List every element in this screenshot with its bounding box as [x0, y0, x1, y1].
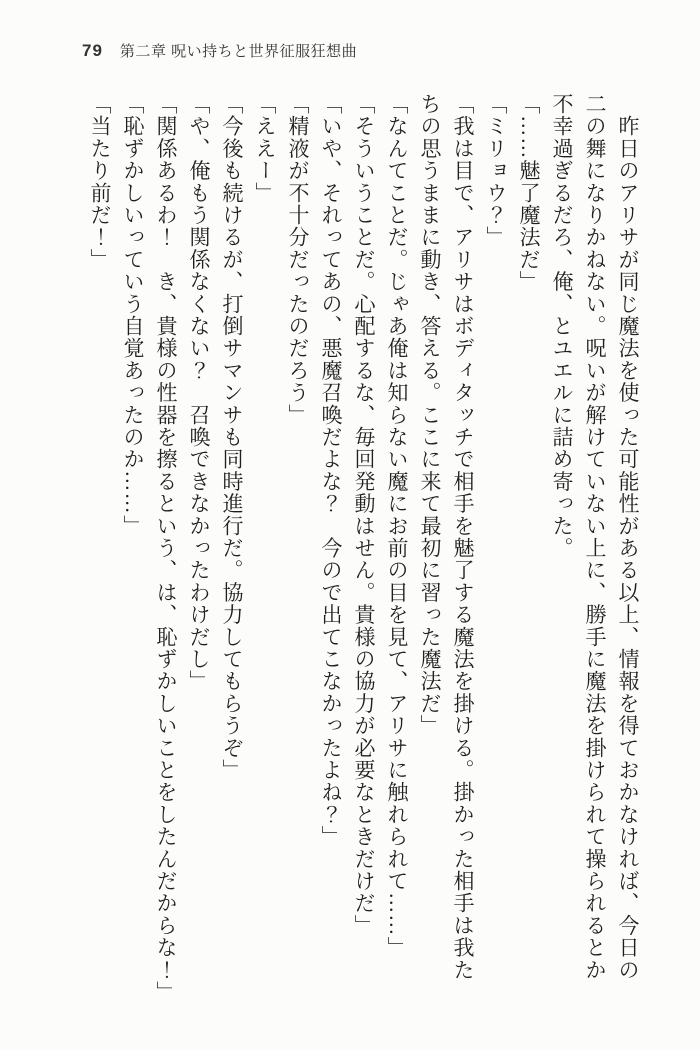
chapter-title: 第二章 呪い持ちと世界征服狂想曲: [119, 43, 358, 60]
text-column: 「そういうことだ。心配するな、毎回発動はせん。貴様の協力が必要なときだけだ」: [352, 93, 376, 937]
text-column: 不幸過ぎるだろ、俺、とユエルに詰め寄った。: [550, 93, 574, 560]
text-column: 昨日のアリサが同じ魔法を使った可能性がある以上、情報を得ておかなければ、今日の: [616, 93, 640, 981]
text-column: ちの思うままに動き、答える。ここに来て最初に習った魔法だ」: [418, 93, 442, 737]
text-column: 「いや、それってあの、悪魔召喚だよな？ 今ので出てこなかったよね？」: [319, 93, 343, 848]
text-column: 「や、俺もう関係なくない？ 召喚できなかったわけだし」: [187, 93, 211, 693]
text-column: 「ミリョウ？」: [484, 93, 508, 249]
text-column: 「我は目で、アリサはボディタッチで相手を魅了する魔法を掛ける。掛かった相手は我た: [451, 93, 475, 981]
vertical-text-block: [83, 93, 644, 1007]
text-column: 「今後も続けるが、打倒サマンサも同時進行だ。協力してもらうぞ」: [220, 93, 244, 782]
text-column: 「ええー」: [253, 93, 277, 204]
text-column: 「恥ずかしいっていう自覚あったのか……」: [121, 93, 145, 537]
page-header: [82, 40, 357, 61]
text-column: 「精液が不十分だったのだろう」: [286, 93, 310, 426]
text-column: 「関係あるわ！ き、貴様の性器を擦るという、は、恥ずかしいことをしたんだからな！」: [154, 93, 178, 1004]
text-column: 「……魅了魔法だ」: [517, 93, 541, 293]
text-column: 二の舞になりかねない。呪いが解けていない上に、勝手に魔法を掛けられて操られるとか: [583, 93, 607, 981]
page-number: 79: [82, 41, 103, 60]
text-column: 「なんてことだ。じゃあ俺は知らない魔にお前の目を見て、アリサに触れられて……」: [385, 93, 409, 959]
text-column: 「当たり前だ！」: [88, 93, 112, 271]
